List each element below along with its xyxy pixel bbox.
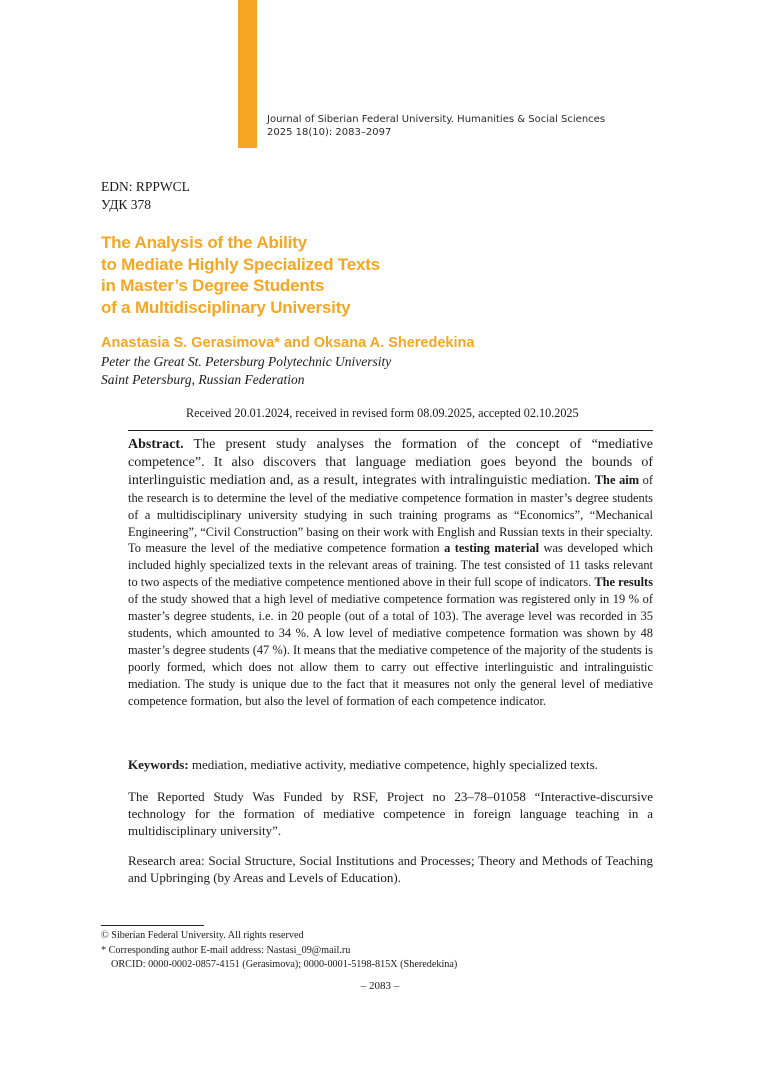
abstract-divider bbox=[128, 430, 653, 431]
abstract bbox=[128, 436, 653, 710]
title-line: in Master’s Degree Students bbox=[101, 276, 325, 295]
abstract-paragraph bbox=[128, 436, 653, 710]
received-dates: Received 20.01.2024, received in revised form 08.09.2025, accepted 02.10.2025 bbox=[186, 406, 579, 420]
udk-code: УДК 378 bbox=[101, 197, 152, 212]
journal-issue: 2025 18(10): 2083–2097 bbox=[267, 127, 392, 138]
abstract-text: of the study showed that a high level of mediative competence formation was registered only in 19 % of master’s degree students, i.e. in 20 people (out of a total of 103). The average level was recorded in 35 students, which amounted to 34 %. A low level of mediative competence formation was shown by 48 master’s degree students (47 %). It means that the mediative competence of the majority of the students is poorly formed, which does not allow them to carry out effective interlinguistic and intralinguistic mediation. The study is unique due to the fact that it measures not only the general level of mediative competence formation, but also the level of formation of each competence indicator. bbox=[128, 592, 653, 708]
footnote-divider bbox=[101, 925, 204, 926]
copyright-note: © Siberian Federal University. All rights reserved bbox=[101, 930, 304, 941]
page-number: – 2083 – bbox=[360, 980, 400, 992]
affiliation-institution: Peter the Great St. Petersburg Polytechnic University bbox=[101, 354, 392, 369]
journal-name: Journal of Siberian Federal University. Humanities & Social Sciences bbox=[267, 114, 606, 125]
classification-codes bbox=[101, 178, 190, 214]
affiliation-location: Saint Petersburg, Russian Federation bbox=[101, 372, 305, 387]
research-area bbox=[128, 853, 653, 887]
keywords-label: Keywords: bbox=[128, 757, 189, 772]
orcid-note: ORCID: 0000-0002-0857-4151 (Gerasimova); 0000-0001-5198-815X (Sheredekina) bbox=[111, 959, 458, 970]
abstract-text: was developed which included highly specialized texts in the relevant areas of training. The test consisted of 11 tasks relevant to two aspects of the mediative competence mentioned above in their full scope of indicators. bbox=[128, 541, 653, 590]
abstract-text: of the research is to determine the level of the mediative competence formation in master’s degree students of a multidisciplinary university studying in such training programs as “Economics”, “Mechanical Engineering”, “Civil Construction” basing on their work with English and Russian texts in their specialty. To measure the level of the mediative competence formation bbox=[128, 472, 653, 556]
funding-note bbox=[128, 789, 653, 840]
abstract-material-label: a testing material bbox=[444, 541, 540, 556]
article-title bbox=[101, 232, 501, 318]
journal-header bbox=[267, 113, 605, 139]
abstract-label: Abstract. bbox=[128, 437, 184, 452]
abstract-text: The present study analyses the formation of the concept of “mediative competence”. It also discovers that language mediation goes beyond the bounds of interlinguistic mediation and, as a result, integrates with intralinguistic mediation. bbox=[128, 437, 653, 488]
corresponding-author-note: * Corresponding author E-mail address: Nastasi_09@mail.ru bbox=[101, 944, 351, 956]
title-line: to Mediate Highly Specialized Texts bbox=[101, 254, 380, 274]
funding-text: The Reported Study Was Funded by RSF, Project no 23–78–01058 “Interactive-discursive technology for the formation of mediative competence in foreign language teaching in a multidisciplinary university”. bbox=[128, 789, 653, 838]
abstract-aim-label: The aim bbox=[594, 472, 640, 487]
footnotes bbox=[101, 929, 457, 973]
keywords bbox=[128, 757, 653, 774]
title-line: of a Multidisciplinary University bbox=[101, 297, 351, 317]
title-line: The Analysis of the Ability bbox=[101, 233, 307, 252]
journal-accent-bar bbox=[238, 0, 257, 148]
abstract-results-label: The results bbox=[594, 575, 653, 590]
affiliation bbox=[101, 353, 391, 389]
keywords-text: mediation, mediative activity, mediative competence, highly specialized texts. bbox=[188, 757, 598, 772]
edn-code: EDN: RPPWCL bbox=[101, 179, 190, 194]
authors: Anastasia S. Gerasimova* and Oksana A. Sheredekina bbox=[101, 335, 475, 351]
research-area-text: Research area: Social Structure, Social Institutions and Processes; Theory and Methods of Teaching and Upbringing (by Areas and Levels of Education). bbox=[128, 853, 653, 885]
